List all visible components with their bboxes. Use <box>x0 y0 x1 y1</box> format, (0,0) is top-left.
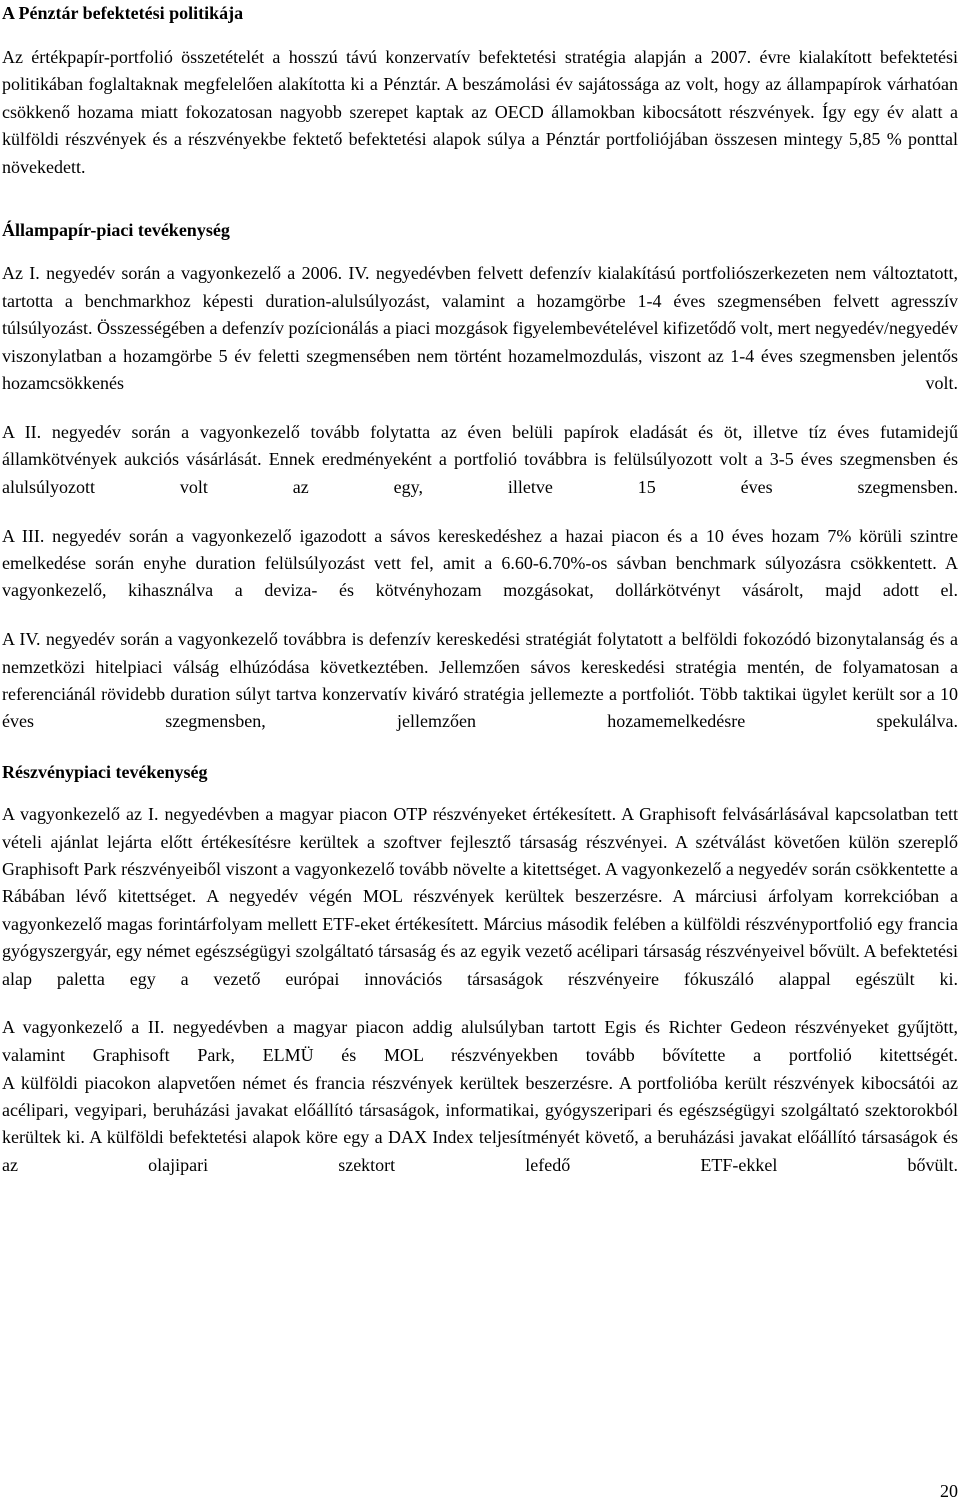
equities-q1-paragraph: A vagyonkezelő az I. negyedévben a magyar piacon OTP részvényeket értékesített. A Graphisoft felvásárlásával kapcsolatban tett vételi ajánlat lejárta előtt értékesítésre kerültek a szoftver fejlesztő társaság részvényei. A szétválást követően külön szereplő Graphisoft Park részvényeiből viszont a vagyonkezelő tovább növelte a kitettséget. A vagyonkezelő a negyedév során csökkentette a Rábában lévő kitettséget. A negyedév végén MOL részvények kerültek beszerzésre. A márciusi árfolyam korrekcióban a vagyonkezelő magas forintárfolyam mellett ETF-eket értékesített. Március második felében a külföldi részvényportfolió egy francia gyógyszergyár, egy német egészségügyi szolgáltató társaság és az egyik vezető acélipari társaság részvényeivel bővült. A befektetési alap paletta egy a vezető európai innovációs társaságok részvényeire fókuszáló alappal egészült ki. <box>2 804 958 989</box>
page-title: A Pénztár befektetési politikája <box>2 3 244 23</box>
gov-bonds-q3-paragraph: A III. negyedév során a vagyonkezelő igazodott a sávos kereskedéshez a hazai piacon és a 10 éves hozam 7% körüli szintre emelkedése során enyhe duration felülsúlyozást vett fel, amit a 6.60-6.70%-os sávban benchmark súlyozásra csökkentett. A vagyonkezelő, kihasználva a deviza- és kötvényhozam mozgásokat, dollárkötvényt vásárolt, majd adott el. <box>2 525 958 601</box>
gov-bonds-q2-paragraph: A II. negyedév során a vagyonkezelő tovább folytatta az éven belüli papírok eladását és öt, illetve tíz éves futamidejű államkötvények aukciós vásárlását. Ennek eredményeként a portfolió továbbra is felülsúlyozott volt a 3-5 éves szegmensben és alulsúlyozott volt az egy, illetve 15 éves szegmensben. <box>2 421 958 497</box>
equities-q2-paragraph: A vagyonkezelő a II. negyedévben a magyar piacon addig alulsúlyban tartott Egis és Richter Gedeon részvényeket gyűjtött, valamint Graphisoft Park, ELMÜ és MOL részvényekben tovább bővítette a portfolió kitettségét. <box>2 1017 958 1065</box>
gov-bonds-q1-paragraph: Az I. negyedév során a vagyonkezelő a 2006. IV. negyedévben felvett defenzív kialakítású portfoliószerkezeten nem változtatott, tartotta a benchmarkhoz képesti duration-alulsúlyozást, valamint a hozamgörbe 1-4 éves szegmensében felvett agresszív túlsúlyozást. Összességében a defenzív pozícionálás a piaci mozgások figyelembevételével kifizetődő volt, mert negyedév/negyedév viszonylatban a hozamgörbe 5 év feletti szegmensében nem történt hozamelmozdulás, viszont az 1-4 éves szegmensben jelentős hozamcsökkenés volt. <box>2 263 958 394</box>
intro-paragraph: Az értékpapír-portfolió összetételét a hosszú távú konzervatív befektetési stratégia alapján a 2007. évre kialakított befektetési politikában foglaltaknak megfelelően alakította ki a Pénztár. A beszámolási év sajátossága az volt, hogy az állampapírok várhatóan csökkenő hozama miatt fokozatosan nagyobb szerepet kaptak az OECD államokban kibocsátott részvények. Így egy év alatt a külföldi részvények és a részvényekbe fektető befektetési alapok súlya a Pénztár portfoliójában összesen mintegy 5,85 % ponttal növekedett. <box>2 47 958 177</box>
section-heading-equities: Részvénypiaci tevékenység <box>2 762 208 783</box>
equities-q2-foreign-paragraph: A külföldi piacokon alapvetően német és francia részvények kerültek beszerzésre. A portfolióba került részvények kibocsátói az acélipari, vegyipari, beruházási javakat előállító társaságok, informatikai, gyógyszeripari és egészségügyi szolgáltató szektorokból kerültek ki. A külföldi befektetési alapok köre egy a DAX Index teljesítményét követő, a beruházási javakat előállító társaságok és az olajipari szektort lefedő ETF-ekkel bővült. <box>2 1072 958 1175</box>
gov-bonds-q4-paragraph: A IV. negyedév során a vagyonkezelő továbbra is defenzív kereskedési stratégiát folytatott a belföldi fokozódó bizonytalanság és a nemzetközi hitelpiaci válság elhúzódása következtében. Jellemzően sávos kereskedési stratégia mentén, de folyamatosan a referenciánál rövidebb duration súlyt tartva konzervatív kiváró stratégia jellemezte a portfoliót. Több taktikai ügylet került sor a 10 éves szegmensben, jellemzően hozamemelkedésre spekulálva. <box>2 629 958 732</box>
section-heading-government-bonds: Állampapír-piaci tevékenység <box>2 220 230 241</box>
page-number: 20 <box>940 1481 958 1501</box>
document-page <box>2 0 958 1207</box>
